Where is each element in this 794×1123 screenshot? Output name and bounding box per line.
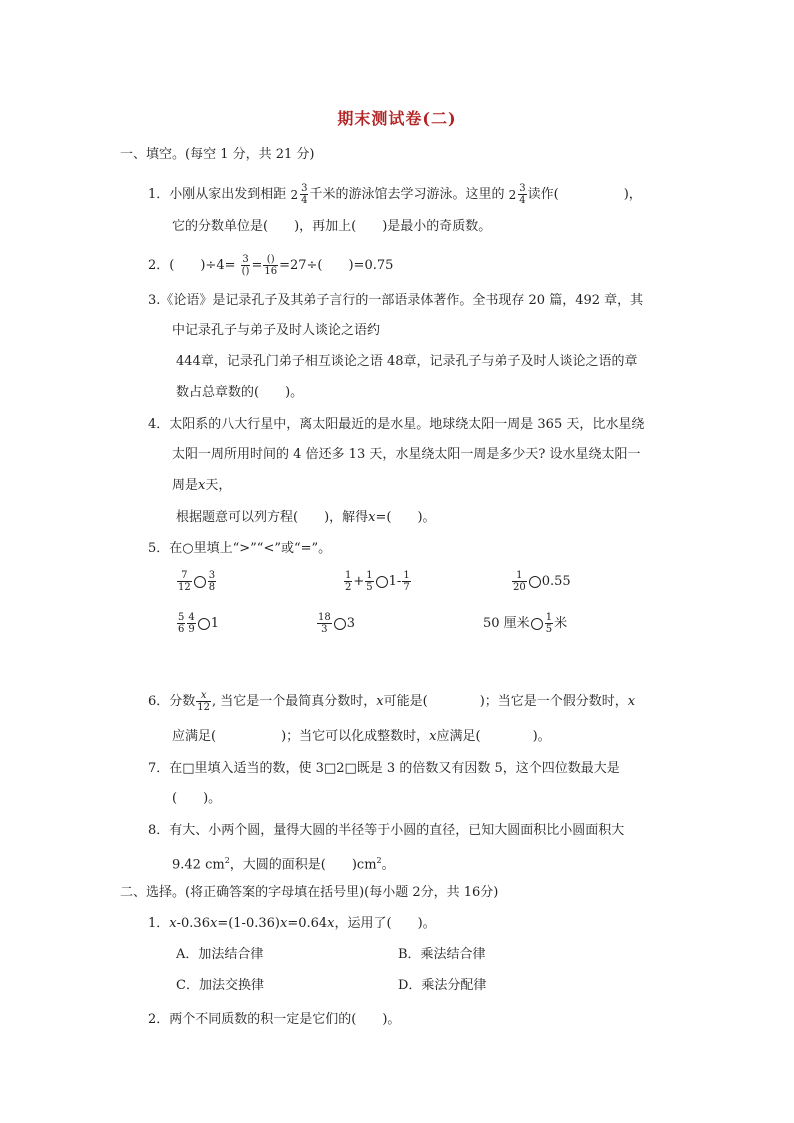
q8-line2: 9.42 $cm^2$，大圆的面积是( )$cm^2$。	[172, 856, 395, 873]
q5-item-2: $\frac{1}{2}$ + $\frac{1}{5}$ 1- $\frac{1}{7}$	[345, 570, 410, 593]
mixed-number: 2 $\frac{3}{4}$	[508, 183, 526, 206]
section1-heading: 一、填空。(每空 1 分，共 21 分)	[120, 147, 315, 162]
blank-circle[interactable]	[198, 618, 210, 630]
q1-line1: 1．小刚从家出发到相距 2 $\frac{3}{4}$ 千米的游泳馆去学习游泳。这里的 2 $\frac{3}{4}$ 读作( )，	[148, 183, 642, 206]
q5-item-6: 50 厘米 $\frac{1}{5}$ 米	[483, 612, 568, 635]
q5-item-3: $\frac{1}{20}$ 0.55	[513, 570, 571, 593]
q3-line2: 中记录孔子与弟子及时人谈论之语约	[172, 323, 381, 338]
option-d[interactable]: D．乘法分配律	[398, 978, 487, 993]
fraction: $\frac{3}{()}$	[241, 254, 250, 277]
q7-line1: 7．在□里填入适当的数，使 3□2□既是 3 的倍数又有因数 5，这个四位数最大是	[148, 761, 620, 776]
q3-line1: 3.《论语》是记录孔子及其弟子言行的一部语录体著作。全书现存 20 篇，492 章，其	[148, 293, 644, 308]
q5-heading: 5．在○里填上“>”“<”或“=”。	[148, 541, 332, 556]
q5-item-5: $\frac{18}{3}$ 3	[318, 612, 356, 635]
blank-circle[interactable]	[376, 576, 388, 588]
s2-q2-line: 2．两个不同质数的积一定是它们的( )。	[148, 1012, 401, 1027]
section2-heading: 二、选择。(将正确答案的字母填在括号里)(每小题 2分，共 16分)	[120, 885, 499, 900]
s2-q1-line: 1．x-0.36x=(1-0.36)x=0.64x，运用了( )。	[148, 916, 436, 931]
blank-circle[interactable]	[334, 618, 346, 630]
q2-line: 2．( )÷4= $\frac{3}{()}$ = $\frac{()}{16}$ =27÷( )=0.75	[148, 254, 394, 277]
q4-line3: 周是x天，	[172, 478, 232, 493]
q7-line2: ( )。	[172, 791, 222, 806]
blank-circle[interactable]	[531, 618, 543, 630]
option-b[interactable]: B．乘法结合律	[398, 947, 486, 962]
q4-line2: 太阳一周所用时间的 4 倍还多 13 天，水星绕太阳一周是多少天? 设水星绕太阳一	[172, 447, 641, 462]
q4-line1: 4．太阳系的八大行星中，离太阳最近的是水星。地球绕太阳一周是 365 天，比水星绕	[148, 417, 645, 432]
mixed-number: 2 $\frac{3}{4}$	[290, 183, 308, 206]
q3-line4: 数占总章数的( )。	[176, 385, 304, 400]
blank-circle[interactable]	[194, 576, 206, 588]
q4-line4: 根据题意可以列方程( )，解得x=( )。	[176, 510, 436, 525]
q5-item-1: $\frac{7}{12}$ $\frac{3}{8}$	[178, 570, 216, 593]
q5-item-4: $\frac{5}{6}$ $\frac{4}{9}$ 1	[178, 612, 220, 635]
blank-circle[interactable]	[529, 576, 541, 588]
q6-line1: 6．分数 $\frac{x}{12}$ , 当它是一个最简真分数时，x可能是( )；当它是一个假分数时，x	[148, 690, 636, 713]
option-c[interactable]: C．加法交换律	[176, 978, 264, 993]
q3-line3: 444章，记录孔门弟子相互谈论之语 48章，记录孔子与弟子及时人谈论之语的章	[176, 354, 638, 369]
page-title: 期末测试卷(二)	[337, 109, 457, 128]
q8-line1: 8．有大、小两个圆，量得大圆的半径等于小圆的直径，已知大圆面积比小圆面积大	[148, 823, 625, 838]
fraction: $\frac{()}{16}$	[264, 254, 278, 277]
q1-line2: 它的分数单位是( )，再加上( )是最小的奇质数。	[172, 219, 492, 234]
option-a[interactable]: A．加法结合律	[176, 947, 264, 962]
q6-line2: 应满足( )；当它可以化成整数时，x应满足( )。	[172, 729, 551, 744]
